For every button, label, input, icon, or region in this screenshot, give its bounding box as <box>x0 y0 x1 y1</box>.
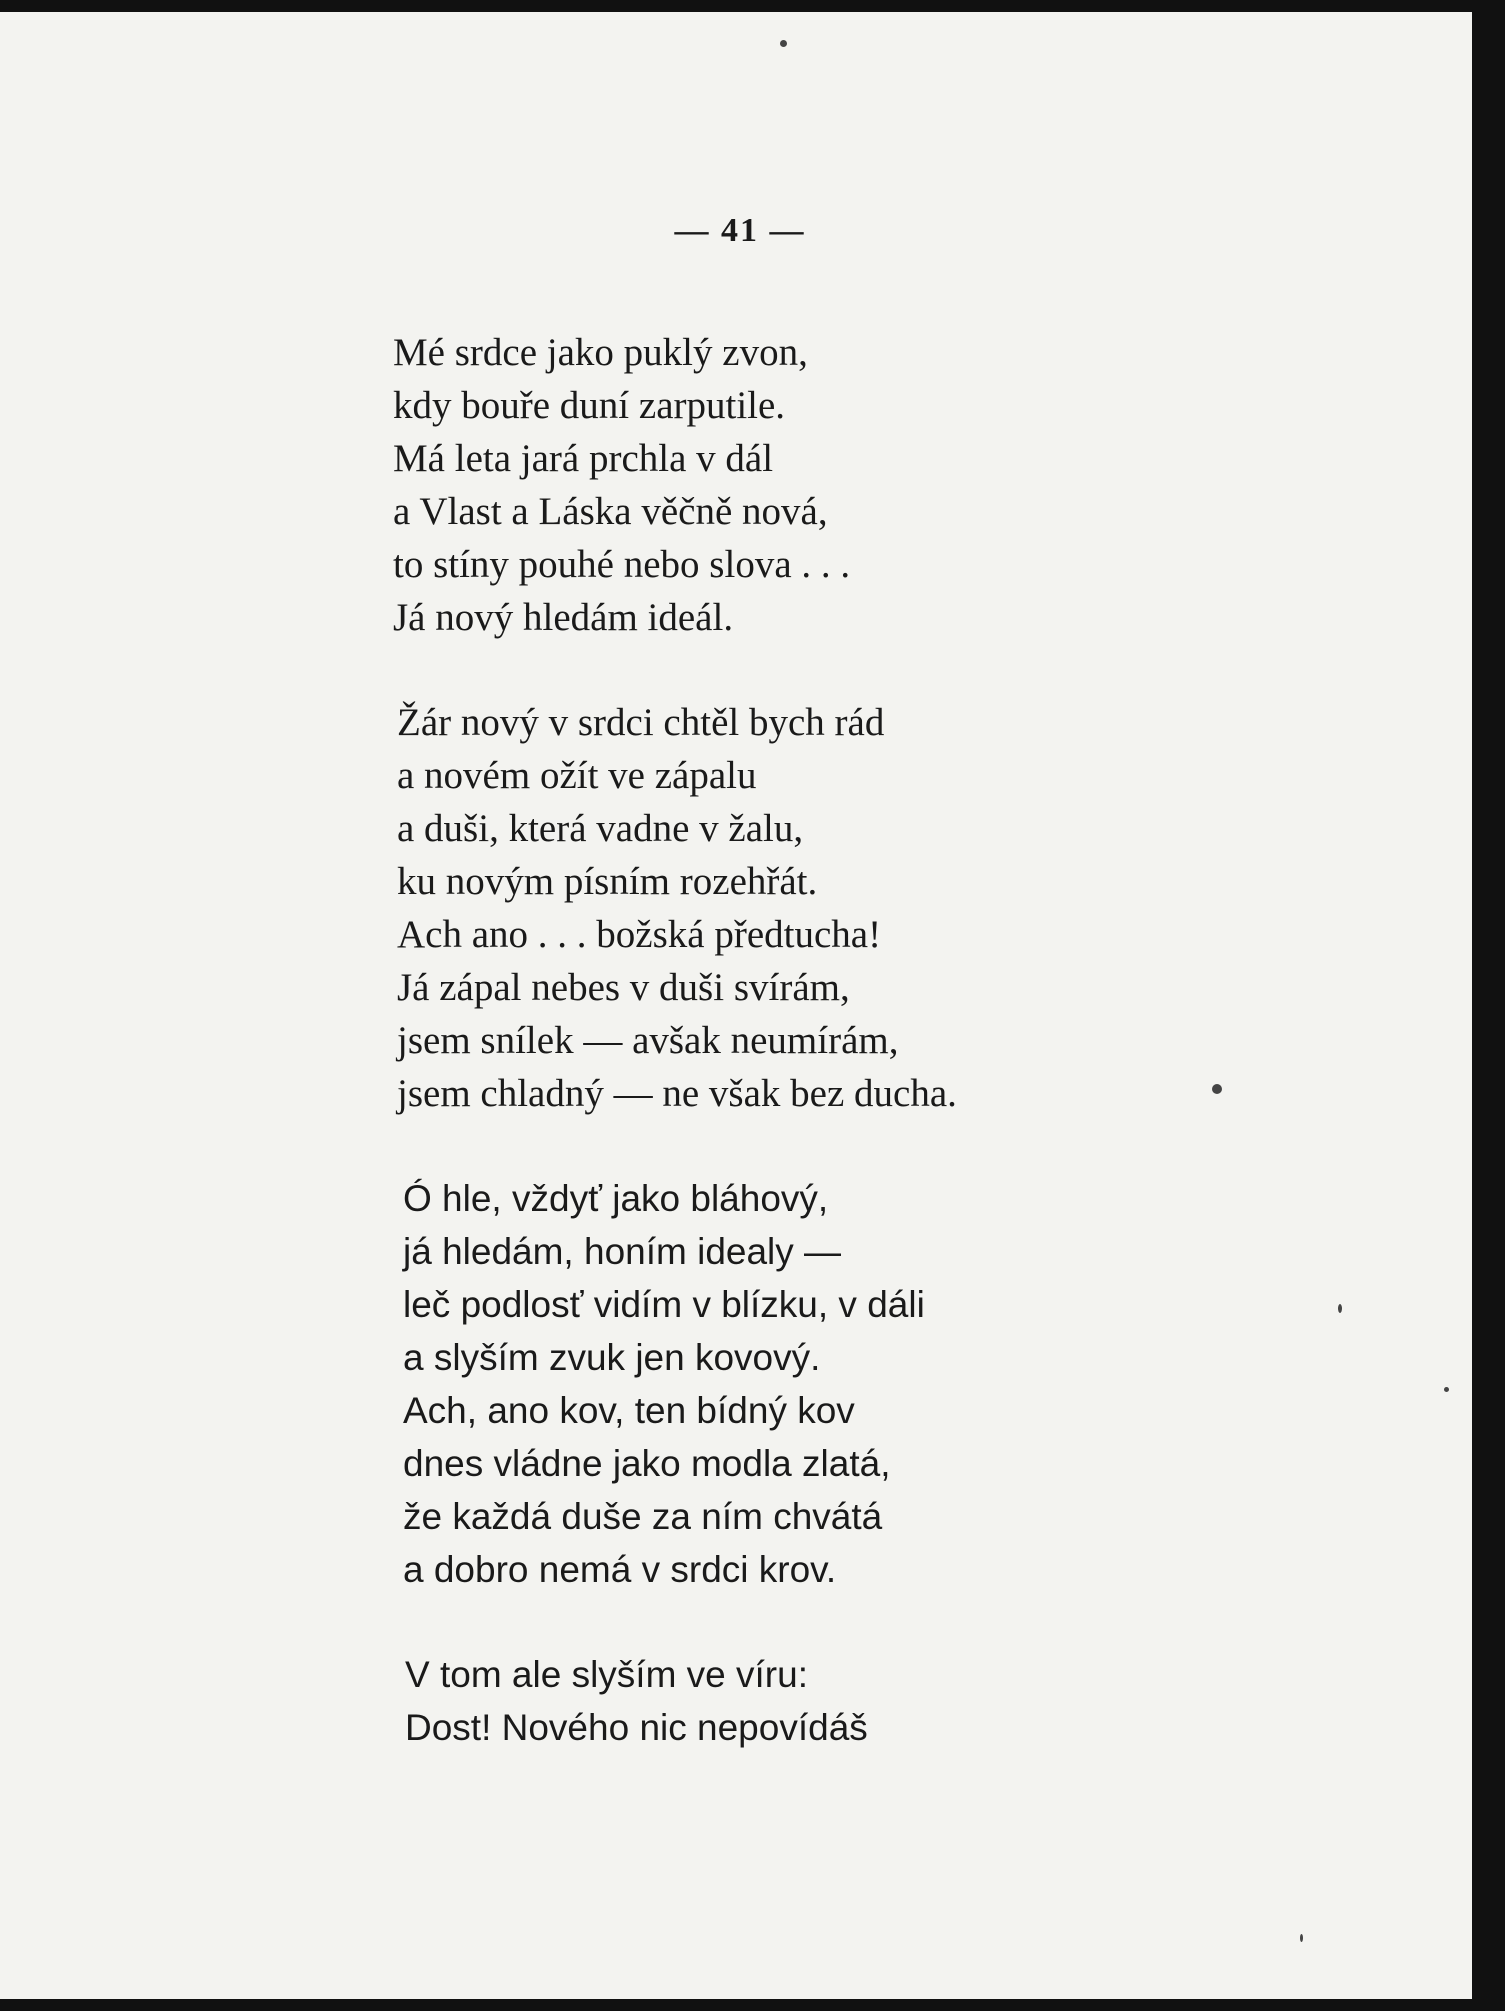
poem-line: Žár nový v srdci chtěl bych rád <box>397 701 885 744</box>
poem-line: Má leta jará prchla v dál <box>393 437 774 480</box>
poem-line: Já zápal nebes v duši svírám, <box>397 966 850 1009</box>
poem-line: Mé srdce jako puklý zvon, <box>393 331 808 374</box>
poem-line: Dost! Nového nic nepovídáš <box>405 1707 868 1748</box>
poem-line: ku novým písním rozehřát. <box>397 860 818 903</box>
poem-line: a novém ožít ve zápalu <box>397 754 757 797</box>
poem-line: to stíny pouhé nebo slova . . . <box>393 543 851 586</box>
poem-line: Ach ano . . . božská předtucha! <box>397 913 882 956</box>
poem <box>393 326 1293 1806</box>
poem-line: jsem chladný — ne však bez ducha. <box>397 1072 957 1115</box>
stanza-3 <box>403 1172 1293 1596</box>
print-speck <box>1338 1304 1342 1313</box>
stanza-1 <box>393 326 1293 644</box>
stanza-4 <box>405 1648 1293 1754</box>
print-speck <box>1444 1387 1449 1392</box>
poem-line: Ó hle, vždyť jako bláhový, <box>403 1178 829 1219</box>
poem-line: a Vlast a Láska věčně nová, <box>393 490 828 533</box>
print-speck <box>1300 1934 1303 1942</box>
poem-line: V tom ale slyším ve víru: <box>405 1654 808 1695</box>
poem-line: jsem snílek — avšak neumírám, <box>397 1019 899 1062</box>
poem-line: a slyším zvuk jen kovový. <box>403 1337 821 1378</box>
print-speck <box>780 40 787 47</box>
poem-line: leč podlosť vidím v blízku, v dáli <box>403 1284 925 1325</box>
poem-line: já hledám, honím idealy — <box>403 1231 842 1272</box>
poem-line: dnes vládne jako modla zlatá, <box>403 1443 891 1484</box>
poem-line: Já nový hledám ideál. <box>393 596 734 639</box>
poem-line: a dobro nemá v srdci krov. <box>403 1549 837 1590</box>
poem-line: Ach, ano kov, ten bídný kov <box>403 1390 855 1431</box>
book-page <box>0 12 1472 1999</box>
poem-line: že každá duše za ním chvátá <box>403 1496 883 1537</box>
stanza-2 <box>397 696 1293 1120</box>
page-number: — 41 — <box>674 212 806 249</box>
poem-line: kdy bouře duní zarputile. <box>393 384 786 427</box>
print-speck <box>1212 1084 1222 1094</box>
poem-line: a duši, která vadne v žalu, <box>397 807 804 850</box>
